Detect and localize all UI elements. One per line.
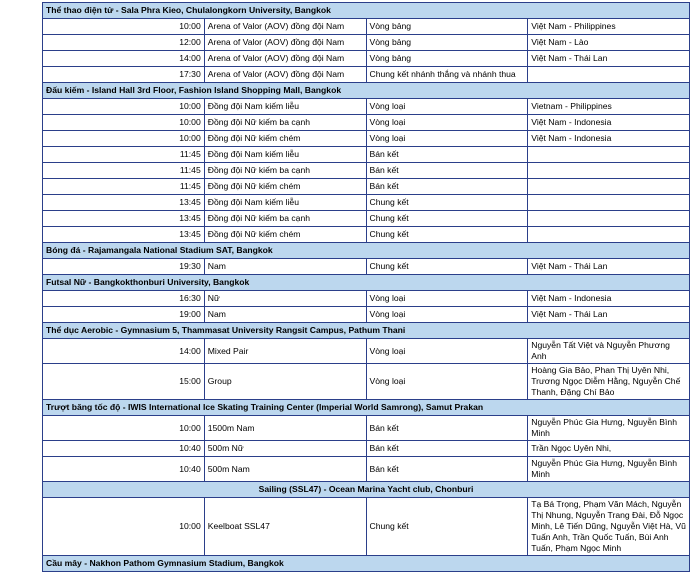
cell-time: 13:45 [43,211,205,227]
cell-teams [528,179,690,195]
table-row [43,291,690,307]
table-row [43,67,690,83]
table-row [43,441,690,457]
venue-header: Cầu mây - Nakhon Pathom Gymnasium Stadium, Bangkok [43,556,690,572]
cell-teams: Vietnam - Philippines [528,99,690,115]
table-row [43,307,690,323]
cell-event: Arena of Valor (AOV) đồng đội Nam [204,67,366,83]
cell-teams: Hoàng Gia Bảo, Phan Thị Uyên Nhi, Trương Ngọc Diễm Hằng, Nguyễn Chế Thanh, Đặng Chí Bảo [528,364,690,400]
table-row [43,339,690,364]
venue-row [43,243,690,259]
table-row [43,457,690,482]
cell-time: 11:45 [43,179,205,195]
cell-event: Đồng đội Nam kiếm liễu [204,99,366,115]
table-row [43,35,690,51]
cell-time: 10:00 [43,19,205,35]
cell-teams: Việt Nam - Indonesia [528,291,690,307]
cell-teams: Nguyễn Phúc Gia Hưng, Nguyễn Bình Minh [528,416,690,441]
venue-header: Futsal Nữ - Bangkokthonburi University, Bangkok [43,275,690,291]
cell-teams [528,211,690,227]
cell-event: 500m Nữ [204,441,366,457]
venue-header: Thể dục Aerobic - Gymnasium 5, Thammasat University Rangsit Campus, Pathum Thani [43,323,690,339]
cell-round: Bán kết [366,179,528,195]
cell-time: 13:45 [43,195,205,211]
cell-time: 10:40 [43,441,205,457]
cell-event: Đồng đội Nữ kiếm ba cạnh [204,115,366,131]
cell-time: 10:00 [43,131,205,147]
cell-round: Bán kết [366,457,528,482]
cell-round: Vòng loại [366,131,528,147]
cell-round: Chung kết nhánh thắng và nhánh thua [366,67,528,83]
cell-teams: Trần Ngọc Uyên Nhi, [528,441,690,457]
cell-time: 10:00 [43,498,205,556]
cell-event: Đồng đội Nữ kiếm ba cạnh [204,163,366,179]
cell-round: Vòng bảng [366,35,528,51]
cell-teams [528,147,690,163]
cell-event: Arena of Valor (AOV) đồng đội Nam [204,51,366,67]
table-row [43,179,690,195]
cell-round: Vòng loại [366,291,528,307]
cell-teams: Việt Nam - Lào [528,35,690,51]
cell-teams: Việt Nam - Thái Lan [528,51,690,67]
venue-row [43,556,690,572]
cell-event: Arena of Valor (AOV) đồng đội Nam [204,19,366,35]
cell-time: 17:30 [43,67,205,83]
cell-round: Vòng bảng [366,19,528,35]
cell-time: 10:40 [43,457,205,482]
cell-teams: Việt Nam - Indonesia [528,115,690,131]
cell-round: Vòng loại [366,115,528,131]
cell-event: Keelboat SSL47 [204,498,366,556]
venue-row [43,323,690,339]
cell-round: Bán kết [366,147,528,163]
cell-round: Bán kết [366,416,528,441]
cell-teams [528,67,690,83]
table-row [43,115,690,131]
table-row [43,227,690,243]
table-row [43,364,690,400]
table-row [43,131,690,147]
cell-teams: Việt Nam - Philippines [528,19,690,35]
cell-event: Group [204,364,366,400]
cell-time: 10:00 [43,99,205,115]
cell-round: Chung kết [366,259,528,275]
venue-row [43,400,690,416]
cell-teams: Tạ Bá Trọng, Phạm Văn Mách, Nguyễn Thị Nhung, Nguyễn Trang Đài, Đỗ Ngọc Minh, Lê Tiến Dũng, Nguyễn Việt Hà, Vũ Tuấn Anh, Trần Quốc Tuấn, Bùi Anh Tuấn, Phạm Ngọc Minh [528,498,690,556]
cell-teams: Nguyễn Tất Việt và Nguyễn Phương Anh [528,339,690,364]
cell-round: Chung kết [366,227,528,243]
venue-header: Bóng đá - Rajamangala National Stadium SAT, Bangkok [43,243,690,259]
cell-event: Nữ [204,291,366,307]
cell-round: Vòng loại [366,99,528,115]
cell-time: 12:00 [43,35,205,51]
cell-round: Vòng loại [366,307,528,323]
venue-header: Sailing (SSL47) - Ocean Marina Yacht club, Chonburi [43,482,690,498]
table-row [43,498,690,556]
cell-event: Đồng đội Nữ kiếm chém [204,131,366,147]
cell-event: Đồng đội Nữ kiếm chém [204,179,366,195]
venue-header: Đấu kiếm - Island Hall 3rd Floor, Fashion Island Shopping Mall, Bangkok [43,83,690,99]
schedule-table [42,2,690,572]
cell-round: Chung kết [366,211,528,227]
venue-row [43,83,690,99]
cell-event: Đồng đội Nữ kiếm chém [204,227,366,243]
venue-header: Thể thao điện tử - Sala Phra Kieo, Chulalongkorn University, Bangkok [43,3,690,19]
cell-teams: Nguyễn Phúc Gia Hưng, Nguyễn Bình Minh [528,457,690,482]
cell-time: 10:00 [43,115,205,131]
table-row [43,195,690,211]
cell-event: 1500m Nam [204,416,366,441]
cell-teams [528,195,690,211]
cell-event: Nam [204,259,366,275]
cell-time: 19:30 [43,259,205,275]
cell-time: 16:30 [43,291,205,307]
table-row [43,416,690,441]
cell-event: Đồng đội Nam kiếm liễu [204,147,366,163]
cell-time: 14:00 [43,51,205,67]
cell-teams [528,163,690,179]
table-row [43,19,690,35]
cell-round: Vòng loại [366,339,528,364]
cell-time: 11:45 [43,163,205,179]
table-row [43,99,690,115]
venue-row [43,275,690,291]
cell-time: 11:45 [43,147,205,163]
cell-event: 500m Nam [204,457,366,482]
table-row [43,211,690,227]
table-row [43,259,690,275]
cell-time: 13:45 [43,227,205,243]
cell-teams: Việt Nam - Thái Lan [528,259,690,275]
venue-row [43,482,690,498]
cell-round: Vòng bảng [366,51,528,67]
cell-event: Nam [204,307,366,323]
cell-round: Vòng loại [366,364,528,400]
cell-teams [528,227,690,243]
cell-teams: Việt Nam - Thái Lan [528,307,690,323]
table-row [43,147,690,163]
cell-event: Mixed Pair [204,339,366,364]
cell-round: Bán kết [366,163,528,179]
cell-event: Đồng đội Nữ kiếm ba cạnh [204,211,366,227]
cell-time: 19:00 [43,307,205,323]
schedule-body [43,3,690,572]
cell-teams: Việt Nam - Indonesia [528,131,690,147]
venue-row [43,3,690,19]
cell-round: Bán kết [366,441,528,457]
table-row [43,163,690,179]
venue-header: Trượt băng tốc độ - IWIS International Ice Skating Training Center (Imperial World Samrong), Samut Prakan [43,400,690,416]
cell-time: 15:00 [43,364,205,400]
table-row [43,51,690,67]
cell-time: 14:00 [43,339,205,364]
cell-round: Chung kết [366,195,528,211]
cell-event: Đồng đội Nam kiếm liễu [204,195,366,211]
cell-event: Arena of Valor (AOV) đồng đội Nam [204,35,366,51]
cell-round: Chung kết [366,498,528,556]
cell-time: 10:00 [43,416,205,441]
